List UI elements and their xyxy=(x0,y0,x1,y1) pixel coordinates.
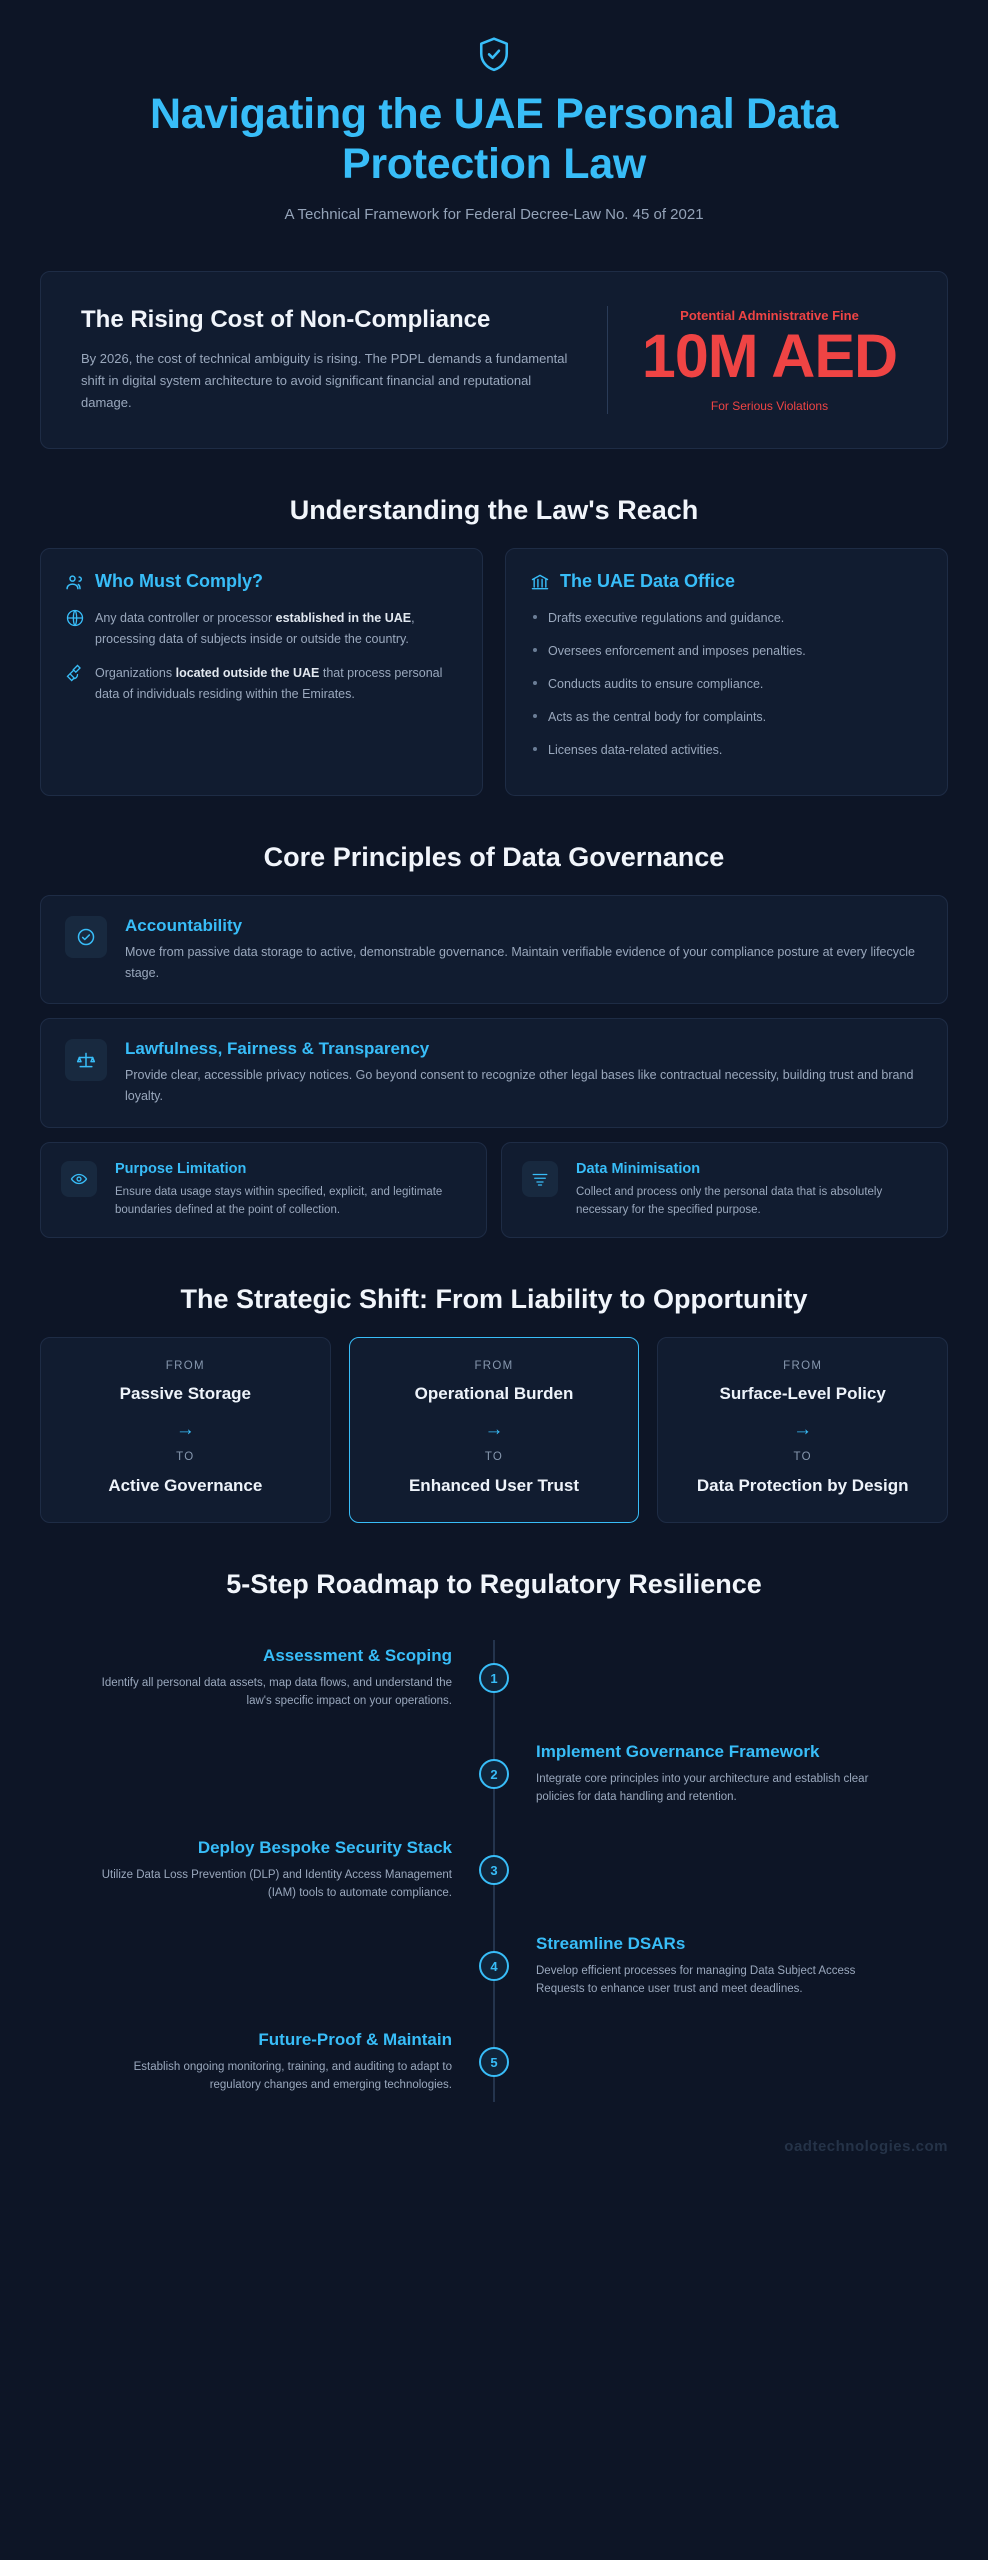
cost-body: By 2026, the cost of technical ambiguity is rising. The PDPL demands a fundamental shift in digital system architecture to avoid significant financial and reputational damage. xyxy=(81,350,568,410)
uae-data-office-header xyxy=(530,571,923,592)
roadmap-step-body: Integrate core principles into your architecture and establish clear policies for data handling and retention. xyxy=(536,1772,869,1804)
shift-to-value: Enhanced User Trust xyxy=(408,1476,580,1496)
list-item: Acts as the central body for complaints. xyxy=(530,707,923,727)
footer-brand: oadtechnologies.com xyxy=(784,2138,948,2156)
comply-item-text: Organizations located outside the UAE that process personal data of individuals residing within the Emirates. xyxy=(95,666,443,701)
cost-of-noncompliance-card xyxy=(40,271,948,449)
fine-label: Potential Administrative Fine xyxy=(680,307,859,323)
principle-heading: Data Minimisation xyxy=(576,1160,701,1177)
shift-card-highlighted xyxy=(349,1337,640,1523)
principle-body: Ensure data usage stays within specified, explicit, and legitimate boundaries defined at the point of collection. xyxy=(115,1185,443,1216)
principle-body: Collect and process only the personal data that is absolutely necessary for the specified purpose. xyxy=(576,1185,883,1216)
eye-icon xyxy=(61,1161,97,1197)
shift-card xyxy=(40,1337,331,1523)
list-item: Oversees enforcement and imposes penalties. xyxy=(530,641,923,661)
roadmap-step-heading: Streamline DSARs xyxy=(536,1933,686,1953)
arrow-right-icon: → xyxy=(175,1419,195,1441)
shift-from-value: Passive Storage xyxy=(119,1384,252,1404)
arrow-right-icon: → xyxy=(484,1419,504,1441)
principle-body: Provide clear, accessible privacy notices. Go beyond consent to recognize other legal bases like contractual necessity, building trust and brand loyalty. xyxy=(125,1068,914,1103)
roadmap-step-text xyxy=(494,1742,948,1807)
shift-from-value: Surface-Level Policy xyxy=(719,1384,886,1404)
who-must-comply-card xyxy=(40,548,483,796)
roadmap-step-text xyxy=(40,1838,494,1903)
shift-section xyxy=(40,1337,948,1523)
who-must-comply-header xyxy=(65,571,458,592)
shift-section-title: The Strategic Shift: From Liability to Opportunity xyxy=(180,1284,808,1315)
check-circle-icon xyxy=(65,916,107,958)
roadmap-step xyxy=(40,1918,948,2014)
comply-item xyxy=(65,608,458,649)
principle-purpose-limitation xyxy=(40,1142,487,1239)
roadmap-step-number: 1 xyxy=(479,1663,509,1693)
roadmap-step xyxy=(40,1726,948,1822)
roadmap-step-text xyxy=(40,1646,494,1711)
bank-icon xyxy=(530,572,550,592)
shift-to-label: TO xyxy=(176,1451,195,1464)
users-icon xyxy=(65,572,85,592)
shield-check-icon xyxy=(40,36,948,74)
list-item: Licenses data-related activities. xyxy=(530,740,923,760)
cost-text-block xyxy=(81,306,607,414)
roadmap-step-body: Utilize Data Loss Prevention (DLP) and Identity Access Management (IAM) tools to automate compliance. xyxy=(101,1868,452,1900)
roadmap-step-body: Identify all personal data assets, map data flows, and understand the law's specific impact on your operations. xyxy=(101,1676,452,1708)
shift-to-value: Data Protection by Design xyxy=(696,1476,909,1496)
shift-to-value: Active Governance xyxy=(108,1476,263,1496)
uae-data-office-card xyxy=(505,548,948,796)
roadmap-step-number: 3 xyxy=(479,1855,509,1885)
principle-heading: Accountability xyxy=(125,916,243,936)
roadmap-step-text xyxy=(494,1934,948,1999)
roadmap-section xyxy=(40,1622,948,2120)
cost-heading: The Rising Cost of Non-Compliance xyxy=(81,305,491,333)
roadmap-step-number: 5 xyxy=(479,2047,509,2077)
who-must-comply-title: Who Must Comply? xyxy=(95,571,263,592)
shift-to-label: TO xyxy=(793,1451,812,1464)
satellite-icon xyxy=(65,663,85,704)
roadmap-step-heading: Assessment & Scoping xyxy=(263,1645,452,1665)
reach-section xyxy=(40,548,948,796)
principles-section-title: Core Principles of Data Governance xyxy=(263,842,725,873)
principle-accountability xyxy=(40,895,948,1004)
page-title: Navigating the UAE Personal Data Protection Law xyxy=(149,90,839,188)
roadmap-step-number: 4 xyxy=(479,1951,509,1981)
comply-item-text: Any data controller or processor established in the UAE, processing data of subjects inside or outside the country. xyxy=(95,611,415,646)
globe-icon xyxy=(65,608,85,649)
roadmap-step-heading: Future-Proof & Maintain xyxy=(258,2029,452,2049)
shift-card xyxy=(657,1337,948,1523)
uae-data-office-title: The UAE Data Office xyxy=(560,571,736,592)
shift-from-value: Operational Burden xyxy=(414,1384,574,1404)
shift-from-label: FROM xyxy=(474,1360,514,1373)
scale-icon xyxy=(65,1039,107,1081)
roadmap-step-number: 2 xyxy=(479,1759,509,1789)
roadmap-step xyxy=(40,1822,948,1918)
principle-lawfulness xyxy=(40,1018,948,1127)
fine-amount: 10M AED xyxy=(641,322,898,391)
principle-heading: Purpose Limitation xyxy=(115,1160,247,1177)
page-subtitle: A Technical Framework for Federal Decree-Law No. 45 of 2021 xyxy=(284,205,704,223)
comply-item xyxy=(65,663,458,704)
principle-data-minimisation xyxy=(501,1142,948,1239)
shift-from-label: FROM xyxy=(165,1360,205,1373)
principle-body: Move from passive data storage to active, demonstrable governance. Maintain verifiable evidence of your compliance posture at every lifecycle stage. xyxy=(125,945,915,980)
principle-heading: Lawfulness, Fairness & Transparency xyxy=(125,1039,430,1059)
roadmap-step-body: Establish ongoing monitoring, training, and auditing to adapt to regulatory changes and emerging technologies. xyxy=(133,2060,452,2092)
shift-to-label: TO xyxy=(484,1451,504,1464)
list-item: Conducts audits to ensure compliance. xyxy=(530,674,923,694)
roadmap-step-text xyxy=(40,2030,494,2095)
roadmap-step-body: Develop efficient processes for managing Data Subject Access Requests to enhance user trust and meet deadlines. xyxy=(536,1964,856,1996)
fine-figure-block xyxy=(607,306,907,414)
roadmap-step-heading: Implement Governance Framework xyxy=(536,1741,820,1761)
fine-note: For Serious Violations xyxy=(710,399,829,414)
roadmap-step xyxy=(40,2014,948,2110)
hero-section xyxy=(40,0,948,245)
filter-icon xyxy=(522,1161,558,1197)
list-item: Drafts executive regulations and guidance. xyxy=(530,608,923,628)
arrow-right-icon: → xyxy=(793,1419,813,1441)
roadmap-section-title: 5-Step Roadmap to Regulatory Resilience xyxy=(226,1569,762,1600)
principles-small-row xyxy=(40,1142,948,1239)
data-office-bullets xyxy=(530,608,923,760)
roadmap-step xyxy=(40,1630,948,1726)
reach-section-title: Understanding the Law's Reach xyxy=(289,495,699,526)
shift-from-label: FROM xyxy=(783,1360,823,1373)
roadmap-step-heading: Deploy Bespoke Security Stack xyxy=(197,1837,452,1857)
